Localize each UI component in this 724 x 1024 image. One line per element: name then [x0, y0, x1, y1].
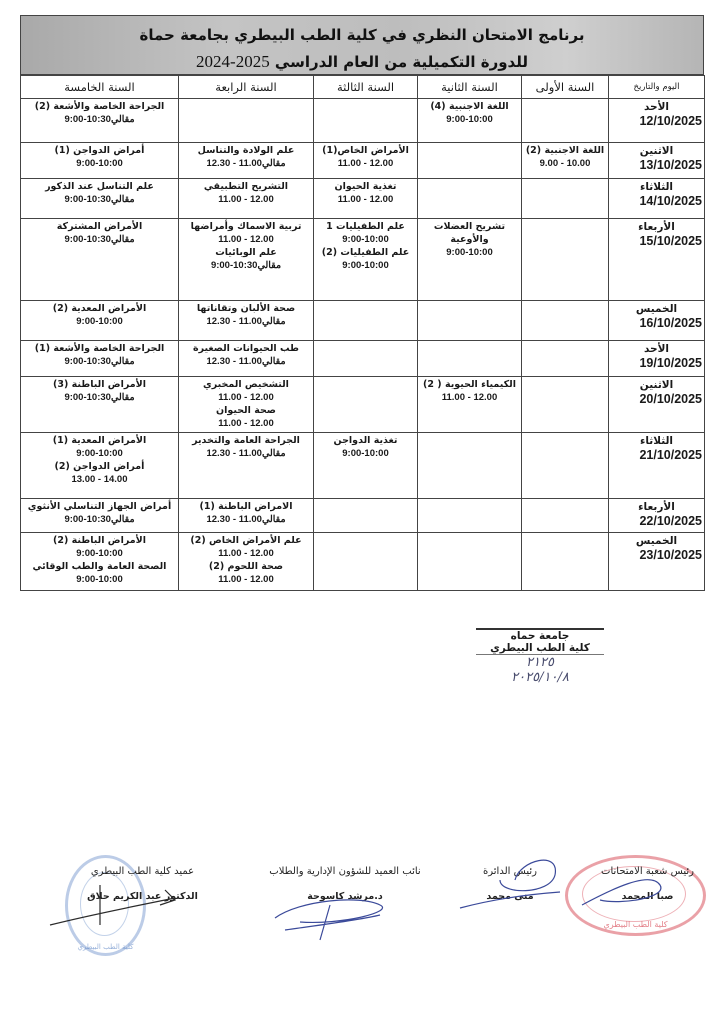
header-day-date: اليوم والتاريخ — [609, 76, 705, 99]
exam-time: 14.00 - 13.00 — [71, 474, 128, 485]
academic-year: 2025-2024 — [196, 52, 270, 71]
exam-subject: الامراض الباطنة (1) — [199, 501, 293, 512]
exam-time: 9:00-10:00 — [76, 548, 123, 559]
exam-subject: التشريح التطبيقي — [203, 181, 289, 192]
stamp-date: ٢٠٢٥/١٠/٨ — [511, 670, 569, 685]
exam-subject: صحة الحيوان — [216, 405, 276, 416]
header-year1: السنة الأولى — [522, 76, 609, 99]
exam-date: 20/10/2025 — [639, 392, 702, 406]
exam-subject: الأمراض الباطنة (2) — [53, 535, 146, 546]
exam-time: 9:00-10:00 — [446, 114, 493, 125]
signature-stroke-vice-dean — [275, 900, 383, 940]
document-title: برنامج الامتحان النظري في كلية الطب البيطري بجامعة حماة — [139, 26, 585, 44]
red-seal-text: كلية الطب البيطري — [603, 920, 668, 929]
exam-subject: الجراحة الخاصة والأشعة (1) — [34, 343, 165, 354]
exam-time: مقالي11.00 - 12.30 — [206, 356, 286, 367]
signature-name: صبا المحمد — [621, 891, 674, 902]
exam-subject: أمراض الجهاز التناسلي الأنثوي — [27, 501, 172, 512]
exam-time: 9:00-10:00 — [76, 448, 123, 459]
exam-time: مقالي11.00 - 12.30 — [206, 448, 286, 459]
exam-date: 13/10/2025 — [639, 158, 702, 172]
stamp-faculty: كلية الطب البيطري — [490, 642, 590, 654]
signature-name: منى محمد — [486, 891, 534, 902]
exam-subject: الأمراض المعدية (2) — [52, 303, 147, 314]
exam-subject: علم التناسل عند الذكور — [45, 181, 154, 192]
exam-subject: علم الطفيليات 1 — [326, 221, 405, 232]
exam-subject: طب الحيوانات الصغيرة — [192, 343, 299, 354]
exam-subject: أمراض الدواجن (1) — [54, 145, 145, 156]
exam-time: مقالي10:30-9:00 — [64, 392, 135, 403]
day-name: الثلاثاء — [639, 435, 674, 447]
exam-date: 16/10/2025 — [639, 316, 702, 330]
exam-time: مقالي11.00 - 12.30 — [206, 158, 286, 169]
exam-subject: الكيمياء الحيوية ( 2) — [423, 379, 516, 390]
day-name: الخميس — [635, 535, 678, 547]
blue-seal-text: كلية الطب البيطري — [77, 943, 134, 951]
exam-subject: تغذية الدواجن — [333, 435, 398, 446]
exam-time: مقالي10:30-9:00 — [64, 356, 135, 367]
day-name: الأحد — [643, 343, 670, 355]
exam-time: 12.00 - 11.00 — [218, 418, 274, 429]
exam-subject: تغذية الحيوان — [334, 181, 397, 192]
exam-date: 23/10/2025 — [639, 548, 702, 562]
exam-time: 9:00-10:00 — [446, 247, 493, 258]
signature-stroke-exams-head — [582, 880, 661, 905]
exam-subject: صحة اللحوم (2) — [208, 561, 284, 572]
exam-time: 10.00 - 9.00 — [539, 158, 591, 169]
exam-subject: تشريح العضلات والأوعية — [433, 221, 506, 245]
exam-time: 9:00-10:00 — [342, 260, 389, 271]
exam-time: 9:00-10:00 — [76, 574, 123, 585]
exam-subject: الصحة العامة والطب الوقائي — [32, 561, 167, 572]
exam-subject: اللغة الاجنبية (2) — [525, 145, 605, 156]
exam-time: 9:00-10:00 — [342, 234, 389, 245]
day-name: الأربعاء — [638, 501, 675, 513]
stamp-university: جامعة حماه — [510, 630, 570, 642]
exam-time: مقالي10:30-9:00 — [64, 114, 135, 125]
signature-role: رئيس الدائرة — [483, 866, 537, 877]
exam-time: 12.00 - 11.00 — [337, 158, 394, 169]
exam-subject: اللغة الاجنبية (4) — [430, 101, 509, 112]
day-name: الأحد — [643, 101, 670, 113]
day-name: الخميس — [635, 303, 678, 315]
exam-date: 15/10/2025 — [639, 234, 702, 248]
exam-subject: الأمراض الباطنة (3) — [53, 379, 146, 390]
exam-date: 22/10/2025 — [639, 514, 702, 528]
exam-time: 12.00 - 11.00 — [218, 392, 274, 403]
exam-date: 19/10/2025 — [639, 356, 702, 370]
signature-stroke-dept-head — [460, 860, 560, 908]
day-name: الاثنين — [639, 379, 674, 391]
exam-time: 12.00 - 11.00 — [337, 194, 394, 205]
exam-subject: أمراض الدواجن (2) — [54, 461, 145, 472]
exam-subject: الجراحة العامة والتخدير — [192, 435, 300, 446]
exam-date: 12/10/2025 — [639, 114, 702, 128]
exam-subject: تربية الاسماك وأمراضها — [190, 221, 302, 232]
exam-subject: علم الأمراض الخاص (2) — [190, 535, 302, 546]
exam-time: مقالي10:30-9:00 — [210, 260, 282, 271]
exam-subject: الأمراض الخاص(1) — [322, 145, 409, 156]
exam-time: 9:00-10:00 — [76, 158, 123, 169]
exam-subject: علم الطفيليات (2) — [321, 247, 410, 258]
exam-date: 14/10/2025 — [639, 194, 702, 208]
header-year4: السنة الرابعة — [179, 76, 314, 99]
exam-time: 12.00 - 11.00 — [218, 548, 274, 559]
exam-time: مقالي11.00 - 12.30 — [206, 514, 286, 525]
exam-subject: التشخيص المخبري — [203, 379, 289, 390]
header-year5: السنة الخامسة — [21, 76, 179, 99]
signature-name: الدكتور عبد الكريم حلاق — [87, 891, 198, 902]
header-year2: السنة الثانية — [418, 76, 522, 99]
exam-subject: علم الوبائيات — [215, 247, 277, 258]
exam-time: 12.00 - 11.00 — [441, 392, 498, 403]
exam-time: مقالي11.00 - 12.30 — [206, 316, 286, 327]
exam-time: 9:00-10:00 — [342, 448, 389, 459]
signature-role: عميد كلية الطب البيطري — [90, 866, 195, 877]
stamp-number: ٢١٢٥ — [526, 655, 554, 670]
signature-role: رئيس شعبة الامتحانات — [601, 866, 694, 877]
exam-subject: الجراحة الخاصة والأشعة (2) — [34, 101, 165, 112]
exam-time: مقالي10:30-9:00 — [64, 514, 135, 525]
exam-date: 21/10/2025 — [639, 448, 702, 462]
header-year3: السنة الثالثة — [314, 76, 418, 99]
signature-name: د.مرشد كاسوحة — [307, 891, 383, 902]
exam-subject: الأمراض المعدية (1) — [52, 435, 147, 446]
exam-time: 12.00 - 11.00 — [218, 234, 274, 245]
signature-stroke-dean — [50, 885, 175, 925]
subtitle-text: للدورة التكميلية من العام الدراسي — [274, 53, 528, 71]
exam-time: 12.00 - 11.00 — [218, 194, 274, 205]
exam-time: 9:00-10:00 — [76, 316, 123, 327]
exam-time: مقالي10:30-9:00 — [64, 234, 135, 245]
exam-subject: علم الولادة والتناسل — [197, 145, 295, 156]
exam-time: مقالي10:30-9:00 — [64, 194, 135, 205]
signature-role: نائب العميد للشؤون الإدارية والطلاب — [269, 866, 421, 877]
day-name: الأربعاء — [638, 221, 675, 233]
exam-time: 12.00 - 11.00 — [218, 574, 274, 585]
day-name: الاثنين — [639, 145, 674, 157]
exam-subject: الأمراض المشتركة — [56, 221, 143, 232]
day-name: الثلاثاء — [639, 181, 674, 193]
exam-subject: صحة الألبان وتقاناتها — [196, 303, 296, 314]
